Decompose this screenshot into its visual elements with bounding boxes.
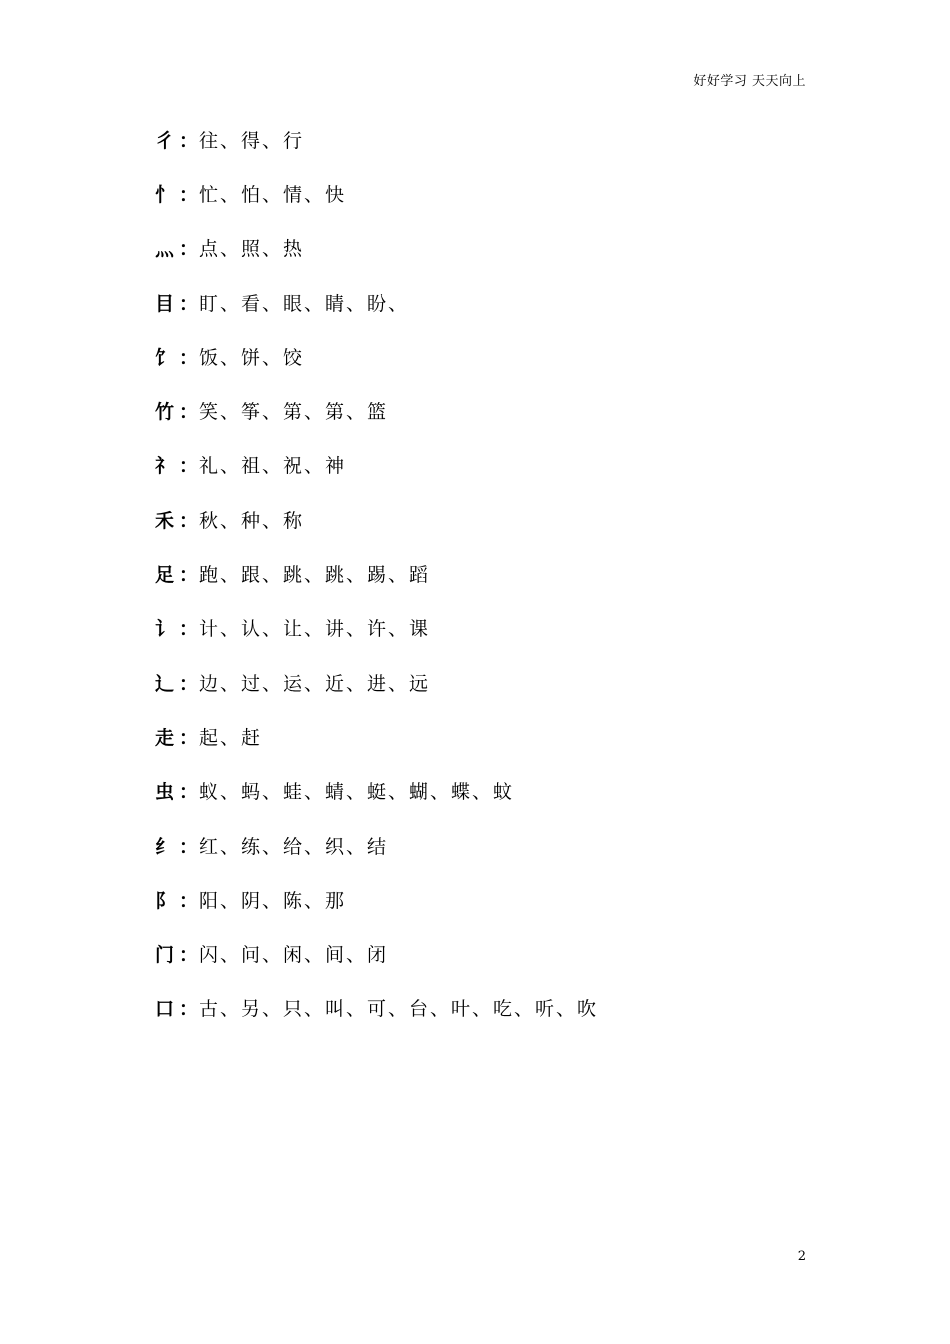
list-item bbox=[155, 383, 815, 437]
radical-label: 忄 bbox=[155, 183, 175, 206]
radical-colon: ： bbox=[179, 835, 199, 858]
list-item bbox=[155, 818, 815, 872]
page-header: 好好学习 天天向上 bbox=[693, 74, 806, 89]
radical-label: 虫 bbox=[155, 781, 175, 804]
list-item bbox=[155, 166, 815, 220]
radical-label: 灬 bbox=[155, 238, 175, 261]
radical-colon: ： bbox=[179, 889, 199, 912]
radical-label: 彳 bbox=[155, 129, 175, 152]
radical-label: 讠 bbox=[155, 618, 175, 641]
list-item bbox=[155, 112, 815, 166]
radical-colon: ： bbox=[179, 944, 199, 967]
list-item bbox=[155, 981, 815, 1035]
radical-colon: ： bbox=[179, 672, 199, 695]
list-item bbox=[155, 275, 815, 329]
radical-colon: ： bbox=[179, 998, 199, 1021]
radical-list bbox=[155, 112, 815, 1035]
radical-colon: ： bbox=[179, 129, 199, 152]
list-item bbox=[155, 655, 815, 709]
radical-label: 口 bbox=[155, 998, 175, 1021]
example-characters: 计、认、让、讲、许、课 bbox=[199, 618, 431, 641]
example-characters: 蚁、蚂、蛙、蜻、蜓、蝴、蝶、蚊 bbox=[199, 781, 515, 804]
radical-colon: ： bbox=[179, 618, 199, 641]
radical-label: 礻 bbox=[155, 455, 175, 478]
example-characters: 礼、祖、祝、神 bbox=[199, 455, 347, 478]
list-item bbox=[155, 438, 815, 492]
radical-label: 竹 bbox=[155, 401, 175, 424]
radical-colon: ： bbox=[179, 726, 199, 749]
radical-colon: ： bbox=[179, 564, 199, 587]
example-characters: 闪、问、闲、间、闭 bbox=[199, 944, 389, 967]
list-item bbox=[155, 546, 815, 600]
radical-colon: ： bbox=[179, 346, 199, 369]
list-item bbox=[155, 601, 815, 655]
radical-colon: ： bbox=[179, 455, 199, 478]
example-characters: 起、赶 bbox=[199, 726, 263, 749]
radical-label: 饣 bbox=[155, 346, 175, 369]
example-characters: 往、得、行 bbox=[199, 129, 305, 152]
example-characters: 饭、饼、饺 bbox=[199, 346, 305, 369]
example-characters: 秋、种、称 bbox=[199, 509, 305, 532]
radical-label: 纟 bbox=[155, 835, 175, 858]
radical-colon: ： bbox=[179, 509, 199, 532]
radical-label: 目 bbox=[155, 292, 175, 315]
list-item bbox=[155, 492, 815, 546]
radical-colon: ： bbox=[179, 292, 199, 315]
radical-colon: ： bbox=[179, 183, 199, 206]
example-characters: 边、过、运、近、进、远 bbox=[199, 672, 431, 695]
example-characters: 跑、跟、跳、跳、踢、蹈 bbox=[199, 564, 431, 587]
example-characters: 笑、筝、第、第、篮 bbox=[199, 401, 389, 424]
radical-label: 门 bbox=[155, 944, 175, 967]
example-characters: 古、另、只、叫、可、台、叶、吃、听、吹 bbox=[199, 998, 599, 1021]
example-characters: 忙、怕、情、快 bbox=[199, 183, 347, 206]
example-characters: 阳、阴、陈、那 bbox=[199, 889, 347, 912]
example-characters: 红、练、给、织、结 bbox=[199, 835, 389, 858]
radical-label: 阝 bbox=[155, 889, 175, 912]
list-item bbox=[155, 709, 815, 763]
radical-label: 禾 bbox=[155, 509, 175, 532]
radical-colon: ： bbox=[179, 401, 199, 424]
radical-label: 走 bbox=[155, 726, 175, 749]
list-item bbox=[155, 329, 815, 383]
list-item bbox=[155, 764, 815, 818]
example-characters: 盯、看、眼、睛、盼、 bbox=[199, 292, 410, 315]
radical-colon: ： bbox=[179, 781, 199, 804]
radical-label: 足 bbox=[155, 564, 175, 587]
radical-label: 辶 bbox=[155, 672, 175, 695]
example-characters: 点、照、热 bbox=[199, 238, 305, 261]
radical-colon: ： bbox=[179, 238, 199, 261]
list-item bbox=[155, 872, 815, 926]
list-item bbox=[155, 926, 815, 980]
page-number: 2 bbox=[797, 1249, 806, 1264]
list-item bbox=[155, 221, 815, 275]
